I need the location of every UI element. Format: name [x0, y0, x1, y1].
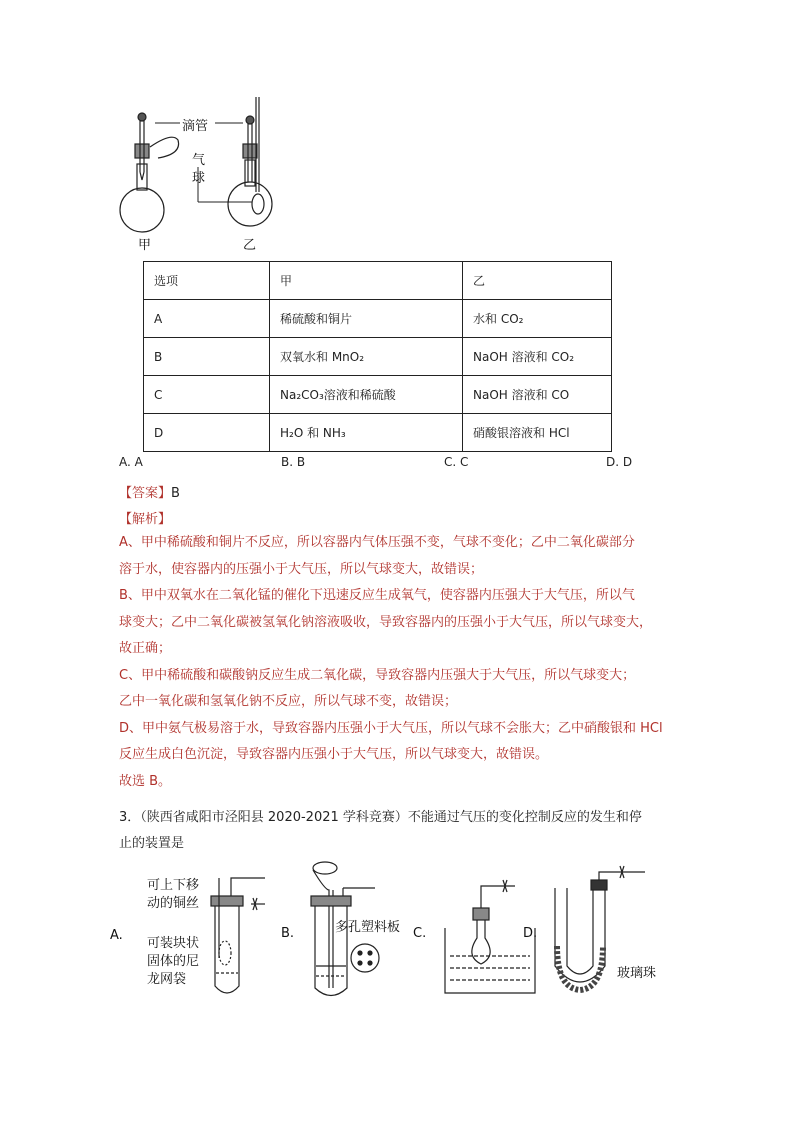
label-dropper: 滴管	[182, 119, 209, 134]
choice-c[interactable]: C. C	[444, 455, 469, 469]
explanation-line: C、甲中稀硫酸和碳酸钠反应生成二氧化碳，导致容器内压强大于大气压，所以气球变大；	[119, 667, 636, 683]
analysis-label: 【解析】	[119, 512, 172, 527]
explanation	[119, 530, 679, 795]
options-table	[143, 261, 612, 452]
flask-jia	[120, 113, 179, 232]
choice-d[interactable]: D. D	[606, 455, 633, 469]
table-cell: C	[144, 376, 270, 414]
label-a-text-4: 固体的尼	[147, 954, 200, 969]
explanation-line: 故正确；	[119, 641, 172, 656]
label-b: B.	[281, 926, 295, 941]
choice-b[interactable]: B. B	[281, 455, 306, 469]
table-header-row	[144, 262, 612, 300]
explanation-line: 故选 B。	[119, 773, 172, 789]
explanation-line: 球变大；乙中二氧化碳被氢氧化钠溶液吸收，导致容器内的压强小于大气压，所以气球变大，	[119, 614, 653, 630]
label-a-text-1: 可上下移	[147, 878, 200, 893]
explanation-line: B、甲中双氧水在二氧化锰的催化下迅速反应生成氧气，使容器内压强大于大气压，所以气	[119, 588, 635, 603]
choice-a[interactable]: A. A	[119, 455, 143, 469]
table-row	[144, 338, 612, 376]
label-yi: 乙	[243, 238, 257, 253]
explanation-line: 乙中一氧化碳和氢氧化钠不反应，所以气球不变，故错误；	[119, 694, 458, 709]
table-cell: 双氧水和 MnO₂	[270, 338, 463, 376]
explanation-line: D、甲中氨气极易溶于水，导致容器内压强小于大气压，所以气球不会胀大；乙中硝酸银和 HCl	[119, 720, 663, 736]
label-a: A.	[110, 928, 123, 943]
label-balloon-1: 气	[192, 153, 206, 168]
label-jia: 甲	[138, 238, 152, 253]
explanation-line: 反应生成白色沉淀，导致容器内压强小于大气压，所以气球变大，故错误。	[119, 747, 549, 762]
table-header-cell: 乙	[463, 262, 612, 300]
label-d-text: 玻璃珠	[617, 966, 657, 981]
answer-value: B	[171, 486, 180, 501]
table-cell: 稀硫酸和铜片	[270, 300, 463, 338]
explanation-line: A、甲中稀硫酸和铜片不反应，所以容器内气体压强不变，气球不变化；乙中二氧化碳部分	[119, 535, 635, 550]
label-d: D.	[523, 926, 538, 941]
table-cell: B	[144, 338, 270, 376]
question-3-line-2: 止的装置是	[119, 836, 185, 851]
explanation-line: 溶于水，使容器内的压强小于大气压，所以气球变大，故错误；	[119, 561, 484, 577]
table-cell: 硝酸银溶液和 HCl	[463, 414, 612, 452]
table-header-cell: 选项	[144, 262, 270, 300]
answer-line	[119, 482, 180, 501]
table-cell: NaOH 溶液和 CO₂	[463, 338, 612, 376]
table-row	[144, 376, 612, 414]
label-balloon-2: 球	[192, 171, 206, 186]
table-cell: Na₂CO₃溶液和稀硫酸	[270, 376, 463, 414]
figure-flasks	[110, 92, 310, 252]
apparatus-a	[211, 878, 265, 993]
answer-label: 【答案】	[119, 486, 172, 501]
label-a-text-3: 可装块状	[147, 936, 200, 951]
question-3-line-1: 3．（陕西省咸阳市泾阳县 2020-2021 学科竞赛）不能通过气压的变化控制反应的发生和停	[119, 810, 642, 825]
apparatus-c	[445, 880, 538, 993]
table-row	[144, 414, 612, 452]
label-a-text-5: 龙网袋	[147, 972, 187, 987]
flask-yi	[228, 97, 272, 226]
label-b-text: 多孔塑料板	[335, 920, 401, 935]
figure-apparatus	[110, 858, 675, 1008]
table-cell: A	[144, 300, 270, 338]
table-cell: H₂O 和 NH₃	[270, 414, 463, 452]
table-row	[144, 300, 612, 338]
flask-diagram	[110, 92, 310, 252]
table-header-cell: 甲	[270, 262, 463, 300]
label-c: C.	[413, 926, 427, 941]
question-3	[119, 805, 679, 857]
table-cell: 水和 CO₂	[463, 300, 612, 338]
table-cell: NaOH 溶液和 CO	[463, 376, 612, 414]
label-a-text-2: 动的铜丝	[147, 896, 200, 911]
table-cell: D	[144, 414, 270, 452]
